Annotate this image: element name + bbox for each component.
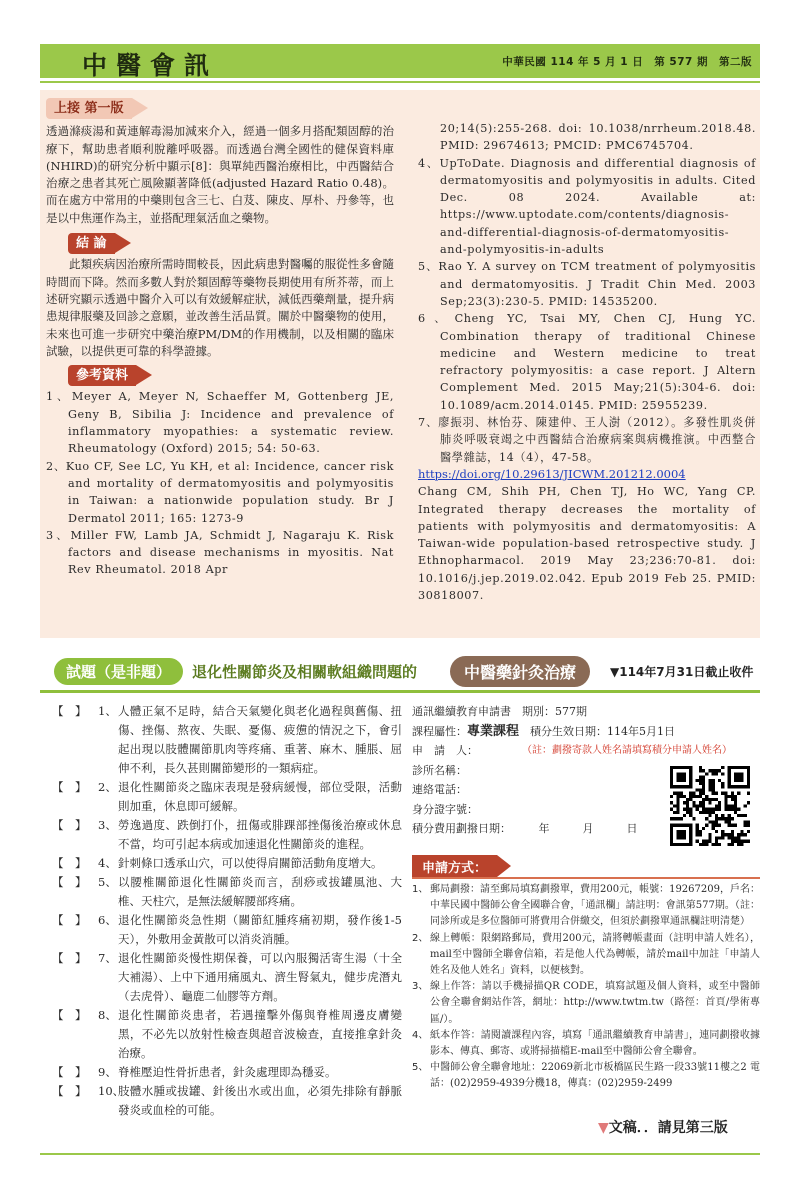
conclusion-text: 此類疾病因治療所需時間較長，因此病患對醫囑的服從性多會隨時間而下降。然而多數人對於類固醇等藥物長期使用有所芥蒂，而上述研究顯示透過中醫介入可以有效緩解症狀，減低西藥劑量，提升病患規律服藥及回診之意願，並改善生活品質。關於中醫藥物的使用，未來也可進一步研究中藥治療PM/DM的作用機制，以及相關的臨床試驗，以提供更可靠的科學證據。 — [46, 257, 394, 358]
question-number: 6、 — [98, 913, 117, 927]
question-item — [40, 1082, 402, 1120]
question-number: 5、 — [98, 875, 117, 889]
question-number: 1、 — [98, 704, 117, 718]
form-period: 通訊繼續教育申請書 期別：577期 — [412, 705, 587, 718]
question-item — [40, 854, 402, 873]
step-number: 3、 — [412, 981, 429, 993]
quiz-deadline: ▼114年7月31日截止收件 — [610, 665, 754, 679]
step-text: 線上作答：請以手機掃描QR CODE，填寫試題及個人資料，或至中醫師公會全聯會網站作答，網址：http://www.twtm.tw（路徑：首頁/學術專區/）。 — [430, 981, 760, 1025]
quiz-questions — [40, 702, 402, 1120]
reference-continuation: 20;14(5):255-268. doi: 10.1038/nrrheum.2018.48. PMID: 29674613; PMCID: PMC6745704. — [440, 122, 756, 153]
quiz-header — [40, 652, 760, 692]
answer-bracket[interactable]: 【 】 — [52, 818, 87, 832]
step-text: 郵局劃撥：請至郵局填寫劃撥單，費用200元，帳號：19267209，戶名：中華民國中醫師公會全國聯合會，「通訊欄」請註明：會訊第577期。（註：同診所或是多位醫師可將費用合併繳交，但須於劃撥單通訊欄註明清楚） — [430, 884, 760, 928]
references-tag: 參考資料 — [68, 365, 136, 386]
course-value: 專業課程 — [467, 723, 520, 739]
question-text: 肢體水腫或拔罐、針後出水或出血，必須先排除有靜脈發炎或血栓的可能。 — [118, 1084, 402, 1117]
question-item — [40, 911, 402, 949]
quiz-title: 退化性關節炎及相關軟組織問題的 — [192, 663, 418, 681]
apply-step — [412, 882, 760, 931]
continued-text: 文稿．．請見第三版 — [608, 1120, 728, 1136]
question-number: 4、 — [98, 856, 117, 870]
form-date[interactable]: 積分費用劃撥日期： 年 月 日 — [412, 822, 638, 835]
article-panel — [40, 90, 760, 638]
step-number: 4、 — [412, 1029, 429, 1041]
question-text: 退化性關節炎患者，若遇撞擊外傷與脊椎周邊皮膚變黑，不必先以放射性檢查與超音波檢查，直接推拿針灸治療。 — [118, 1008, 402, 1060]
question-text: 退化性關節炎慢性期保養，可以內服獨活寄生湯（十全大補湯）、上中下通用痛風丸、濟生腎氣丸，健步虎潛丸（去虎骨）、龜鹿二仙膠等方劑。 — [118, 951, 402, 1003]
question-text: 以腰椎關節退化性關節炎而言，刮痧或拔罐風池、大椎、天柱穴，是無法緩解腰部疼痛。 — [118, 875, 402, 908]
answer-bracket[interactable]: 【 】 — [52, 704, 87, 718]
question-text: 人體正氣不足時，結合天氣變化與老化過程與舊傷、扭傷、挫傷、熬夜、失眠、憂傷、疲憊的情況之下，會引起出現以肢體關節肌肉等疼痛、重著、麻木、腫脹、屈伸不利，長久甚則關節變形的一類病症。 — [118, 704, 402, 775]
answer-bracket[interactable]: 【 】 — [52, 1065, 87, 1079]
reference-item: 3、Miller FW, Lamb JA, Schmidt J, Nagaraju K. Risk factors and disease mechanisms in myositis. Nat Rev Rheumatol. 2018 Apr — [46, 528, 394, 577]
question-item — [40, 1063, 402, 1082]
down-arrow-icon: ▼ — [598, 1120, 609, 1136]
step-number: 1、 — [412, 884, 429, 895]
step-text: 紙本作答：請閱讀課程內容，填寫「通訊繼續教育申請書」，連同劃撥收據影本、傳真、郵寄、或將掃描檔E-mail至中醫師公會全聯會。 — [430, 1029, 760, 1058]
reference-item: 5、Rao Y. A survey on TCM treatment of polymyositis and dermatomyositis. J Tradit Chin Med. 2003 Sep;23(3):230-5. PMID: 14535200. — [418, 260, 756, 308]
question-number: 10、 — [98, 1084, 125, 1098]
answer-bracket[interactable]: 【 】 — [52, 913, 87, 927]
apply-steps — [412, 882, 760, 1093]
issue-info: 中華民國 114 年 5 月 1 日 第 577 期 第二版 — [502, 56, 752, 68]
doi-link[interactable]: https://doi.org/10.29613/JICWM.201212.0004 — [418, 466, 686, 481]
apply-step — [412, 1060, 760, 1092]
continued-tag: 上接 第一版 — [46, 98, 132, 119]
course-label: 課程屬性： — [412, 724, 467, 738]
article-right-column — [418, 120, 756, 604]
question-item — [40, 816, 402, 854]
question-item — [40, 1006, 402, 1063]
form-applicant[interactable] — [412, 741, 760, 761]
article-intro: 透過滌痰湯和黃連解毒湯加減來介入，經過一個多月搭配類固醇的治療下，幫助患者順利脫離呼吸器。而透過台灣全國性的健保資料庫(NHIRD)的研究分析中顯示[8]：與單純西醫治療相比，中西醫結合治療之患者其死亡風險顯著降低(adjusted Hazard Ratio 0.48)。而在處方中常用的中藥則包含三七、白芨、陳皮、厚朴、丹參等，也是以中焦運作為主，並搭配理氣活血之藥物。 — [46, 124, 394, 225]
question-text: 針刺條口透承山穴，可以使得肩關節活動角度增大。 — [118, 856, 383, 870]
question-number: 9、 — [98, 1065, 117, 1079]
question-item — [40, 949, 402, 1006]
step-number: 2、 — [412, 932, 429, 944]
answer-bracket[interactable]: 【 】 — [52, 951, 87, 965]
apply-step — [412, 979, 760, 1028]
applicant-label: 申 請 人： — [412, 744, 478, 757]
apply-step — [412, 1028, 760, 1060]
answer-bracket[interactable]: 【 】 — [52, 780, 87, 794]
continued-notice — [598, 1117, 728, 1137]
masthead — [40, 44, 760, 78]
form-course — [412, 722, 760, 742]
reference-item: 2、Kuo CF, See LC, Yu KH, et al: Incidence, cancer risk and mortality of dermatomyositis and polymyositis in Taiwan: a nationwide population study. Br J Dermatol 2011; 165: 1273-9 — [46, 459, 394, 525]
credit-date: 積分生效日期：114年5月1日 — [519, 724, 676, 738]
reference-item: 6、Cheng YC, Tsai MY, Chen CJ, Hung YC. Combination therapy of traditional Chinese medicine and Western medicine to treat refractory polymyositis: a case report. J Altern Complement Med. 2015 May;21(5):304-6. doi: 10.1089/acm.2014.0145. PMID: 25955239. — [418, 312, 756, 412]
answer-bracket[interactable]: 【 】 — [52, 856, 87, 870]
question-number: 2、 — [98, 780, 117, 794]
conclusion-tag: 結 論 — [68, 233, 115, 254]
step-number: 5、 — [412, 1062, 429, 1074]
form-phone[interactable]: 連絡電話： — [412, 783, 467, 796]
footer-rule — [40, 1153, 760, 1155]
article-left-column — [46, 98, 394, 579]
reference-item: 4、UpToDate. Diagnosis and differential diagnosis of dermatomyositis and polymyositis in adults. Cited Dec. 08 2024. Available at: https://www.uptodate.com/contents/diagnosis-and-differential-diagnosis-of-dermatomyositis-and-polymyositis-in-adults — [418, 156, 756, 257]
answer-bracket[interactable]: 【 】 — [52, 875, 87, 889]
question-number: 3、 — [98, 818, 117, 832]
question-text: 脊椎壓迫性骨折患者，針灸處理即為穩妥。 — [118, 1065, 337, 1079]
qr-code-icon[interactable] — [670, 766, 750, 846]
step-text: 線上轉帳：限網路郵局，費用200元，請將轉帳畫面（註明申請人姓名），mail至中醫師全聯會信箱，若是他人代為轉帳，請於mail中加註「申請人姓名及他人姓名」資料，以便核對。 — [430, 932, 760, 977]
form-clinic[interactable]: 診所名稱： — [412, 763, 467, 777]
quiz-topic-pill: 中醫藥針灸治療 — [450, 656, 590, 687]
application-form — [412, 702, 760, 839]
apply-step — [412, 931, 760, 980]
step-text: 中醫師公會全聯會地址：22069新北市板橋區民生路一段33號11樓之2 電話：(02)2959-4939分機18，傳真：(02)2959-2499 — [430, 1062, 760, 1090]
quiz-rule — [40, 690, 760, 693]
apply-rule — [412, 877, 760, 879]
question-item — [40, 702, 402, 778]
answer-bracket[interactable]: 【 】 — [52, 1084, 87, 1098]
question-number: 7、 — [98, 951, 117, 965]
apply-method-tag: 申請方式： — [412, 855, 497, 878]
question-text: 退化性關節炎之臨床表現是發病緩慢，部位受限，活動則加重，休息即可緩解。 — [118, 780, 402, 813]
applicant-note: （註：劃撥寄款人姓名請填寫積分申請人姓名） — [522, 745, 732, 756]
masthead-rule — [40, 81, 760, 83]
reference-item: 7、廖振羽、林怡芬、陳建仲、王人澍（2012）。多發性肌炎併肺炎呼吸衰竭之中西醫結合治療病案與病機推演。中西整合醫學雜誌，14（4），47-58。 — [418, 416, 756, 464]
answer-bracket[interactable]: 【 】 — [52, 1008, 87, 1022]
question-number: 8、 — [98, 1008, 117, 1022]
quiz-tag: 試題（是非題） — [54, 658, 183, 685]
reference-item: 1、Meyer A, Meyer N, Schaeffer M, Gottenberg JE, Geny B, Sibilia J: Incidence and prevalence of inflammatory myopathies: a systematic review. Rheumatology (Oxford) 2015; 54: 50-63. — [46, 390, 394, 456]
question-item — [40, 873, 402, 911]
newsletter-title: 中醫會訊 — [82, 51, 219, 80]
question-item — [40, 778, 402, 816]
question-text: 退化性關節炎急性期（關節紅腫疼痛初期，發作後1-5天），外敷用金黃散可以消炎消腫。 — [118, 913, 402, 946]
reference-item: Chang CM, Shih PH, Chen TJ, Ho WC, Yang CP. Integrated therapy decreases the mortality of patients with polymyositis and dermatomyositis: A Taiwan-wide population-based retrospective study. J Ethnopharmacol. 2019 May 23;236:70-81. doi: 10.1016/j.jep.2019.02.042. Epub 2019 Feb 25. PMID: 30818007. — [418, 485, 756, 603]
form-id[interactable]: 身分證字號： — [412, 802, 478, 816]
question-text: 勞逸過度、跌倒打仆，扭傷或腓踝部挫傷後治療或休息不當，均可引起本病或加速退化性關節炎的進程。 — [118, 818, 402, 851]
